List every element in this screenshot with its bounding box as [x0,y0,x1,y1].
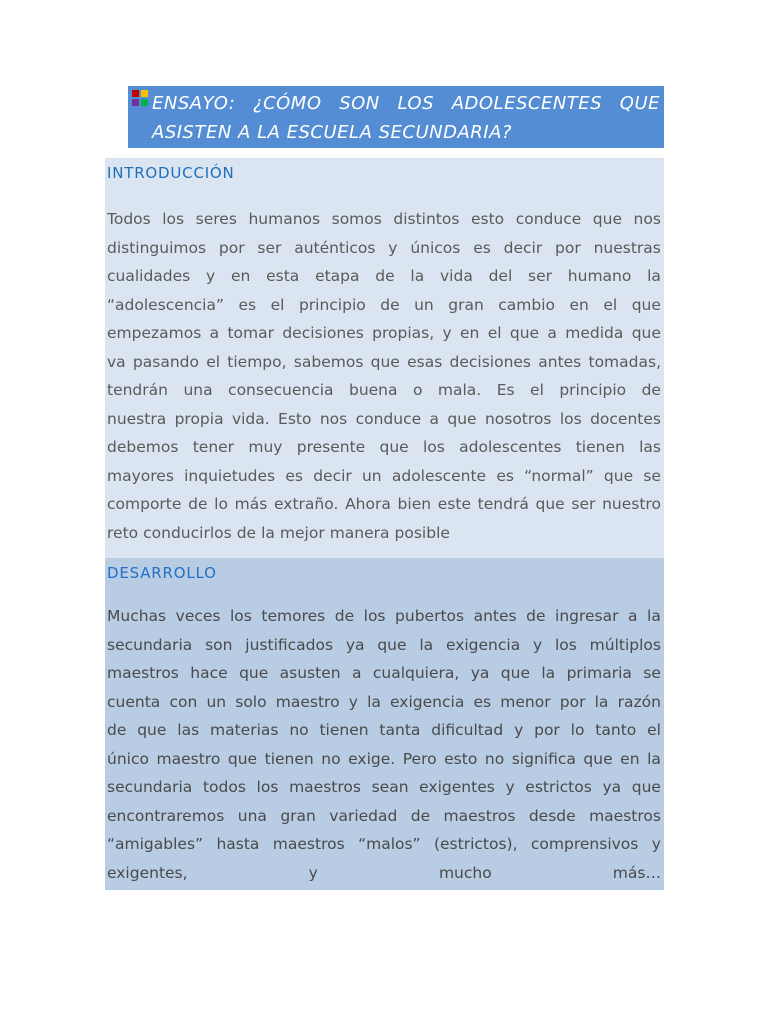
text-line: cuenta con un solo maestro y la exigencia es menor por la razón [107,692,661,711]
title-word: ¿CÓMO [253,93,322,114]
desarrollo-heading: DESARROLLO [107,564,217,582]
introduccion-paragraph [107,205,661,547]
four-color-square-bullet-icon [132,90,148,106]
title-word: SON [339,93,380,114]
title-banner [128,86,664,148]
text-line: Todos los seres humanos somos distintos esto conduce que nos [107,210,661,228]
introduccion-section [105,158,664,558]
text-line: secundaria todos los maestros sean exigentes y estrictos ya que [107,778,661,796]
title-line-2: ASISTEN A LA ESCUELA SECUNDARIA? [152,122,512,143]
text-line: maestros hace que asusten a cualquiera, ya que la primaria se [107,664,661,682]
text-line: encontraremos una gran variedad de maestros desde maestros [107,806,661,825]
text-line: distinguimos por ser auténticos y únicos es decir por nuestras [107,238,661,257]
introduccion-heading: INTRODUCCIÓN [107,164,235,182]
text-line: de que las materias no tienen tanta dificultad y por lo tanto el [107,721,661,739]
title-line-1 [152,89,660,118]
title-word: QUE [619,93,660,114]
title-word: LOS [397,93,435,114]
text-line: secundaria son justificados ya que la exigencia y los múltiplos [107,635,661,654]
desarrollo-section [105,558,664,890]
text-line: Muchas veces los temores de los pubertos antes de ingresar a la [107,607,661,625]
text-line: nuestra propia vida. Esto nos conduce a que nosotros los docentes [107,409,661,428]
text-line: tendrán una consecuencia buena o mala. Es el principio de [107,381,661,399]
title-word: ADOLESCENTES [451,93,603,114]
text-line: reto conducirlos de la mejor manera posible [107,523,450,542]
text-line: empezamos a tomar decisiones propias, y en el que a medida que [107,324,661,342]
text-line: “amigables” hasta maestros “malos” (estrictos), comprensivos y [107,835,661,853]
title-word: ENSAYO: [152,93,236,114]
text-line: único maestro que tienen no exige. Pero esto no significa que en la [107,749,661,768]
text-line: cualidades y en esta etapa de la vida del ser humano la [107,267,661,285]
text-line: va pasando el tiempo, sabemos que esas decisiones antes tomadas, [107,352,661,371]
text-line: “adolescencia” es el principio de un gran cambio en el que [107,295,661,314]
text-line: debemos tener muy presente que los adolescentes tienen las [107,438,661,456]
text-line: mayores inquietudes es decir un adolescente es “normal” que se [107,466,661,485]
text-line: comporte de lo más extraño. Ahora bien este tendrá que ser nuestro [107,495,661,513]
text-line: exigentes, y mucho más… [107,863,661,882]
desarrollo-paragraph [107,602,661,887]
